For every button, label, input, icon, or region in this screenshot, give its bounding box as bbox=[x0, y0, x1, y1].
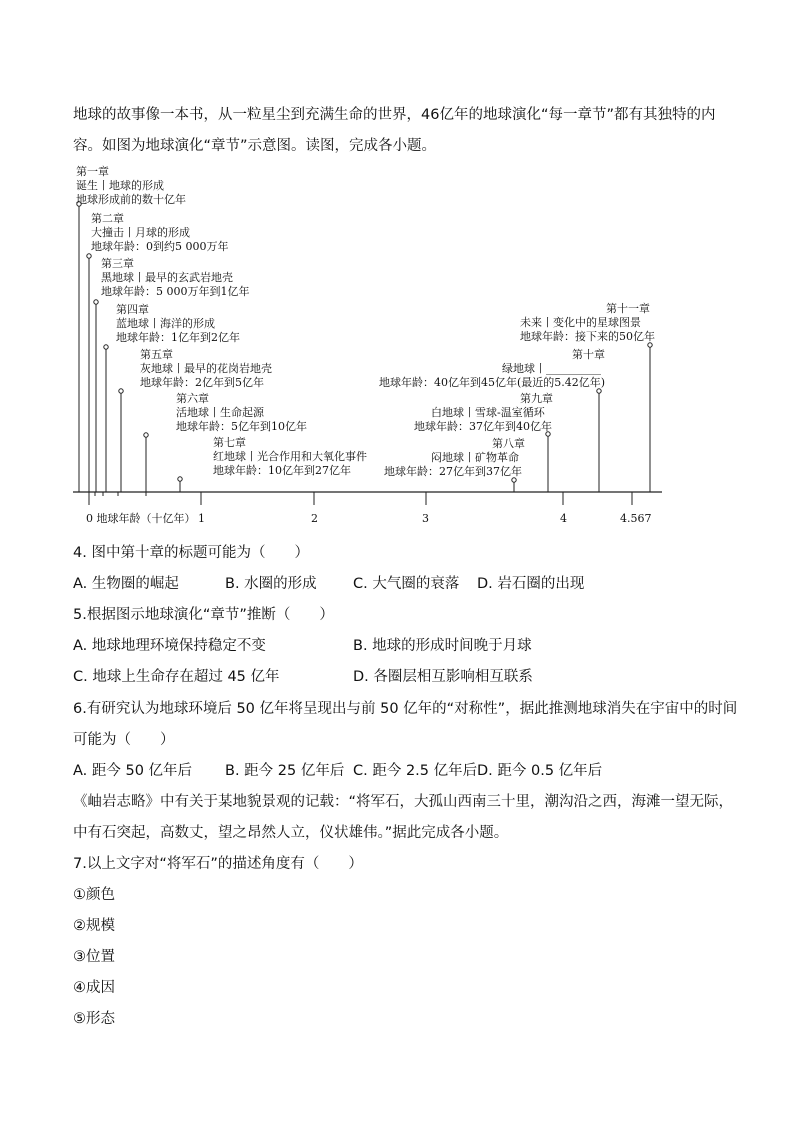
chapter-6-age: 地球年龄：5亿年到10亿年 bbox=[176, 420, 307, 433]
chapter-11-age: 地球年龄：接下来的50亿年 bbox=[520, 330, 655, 343]
axis-tick-label: 4.567 bbox=[620, 512, 652, 525]
chapter-3-title: 第三章 bbox=[101, 257, 134, 270]
chapter-1-name: 诞生丨地球的形成 bbox=[76, 179, 164, 192]
question-7-item-4[interactable]: ④成因 bbox=[73, 980, 115, 996]
axis-tick-label: 2 bbox=[311, 512, 318, 525]
chapter-1-title: 第一章 bbox=[76, 165, 109, 178]
chapter-8-age: 地球年龄：27亿年到37亿年 bbox=[384, 465, 522, 478]
question-5-option-a[interactable]: A. 地球地理环境保持稳定不变 bbox=[73, 638, 266, 654]
chapter-4-title: 第四章 bbox=[116, 303, 149, 316]
earth-evolution-timeline-figure bbox=[70, 162, 670, 532]
chapter-10-title: 第十章 bbox=[572, 348, 605, 361]
intro-line-1: 地球的故事像一本书，从一粒星尘到充满生命的世界，46亿年的地球演化“每一章节”都有其独特的内 bbox=[73, 107, 716, 123]
question-5-stem: 5.根据图示地球演化“章节”推断（ ） bbox=[73, 607, 334, 623]
question-6-option-d[interactable]: D. 距今 0.5 亿年后 bbox=[477, 763, 603, 779]
passage-line-2: 中有石突起，高数丈，望之昂然人立，仪状雄伟。”据此完成各小题。 bbox=[73, 825, 509, 841]
chapter-9-name: 白地球丨雪球-温室循环 bbox=[431, 406, 545, 419]
axis-tick-label: 3 bbox=[422, 512, 429, 525]
question-4-option-b[interactable]: B. 水圈的形成 bbox=[225, 576, 317, 592]
question-6-stem-line-2: 可能为（ ） bbox=[73, 732, 175, 748]
chapter-8-name: 闷地球丨矿物革命 bbox=[431, 451, 519, 464]
question-7-item-1[interactable]: ①颜色 bbox=[73, 887, 115, 903]
question-5-option-b[interactable]: B. 地球的形成时间晚于月球 bbox=[353, 638, 532, 654]
chapter-10-name: 绿地球丨__________ bbox=[502, 362, 601, 375]
question-7-item-3[interactable]: ③位置 bbox=[73, 949, 115, 965]
axis-tick-label: 4 bbox=[560, 512, 567, 525]
chapter-4-name: 蓝地球丨海洋的形成 bbox=[116, 317, 215, 330]
chapter-7-name: 红地球丨光合作用和大氧化事件 bbox=[213, 450, 367, 463]
question-5-option-d[interactable]: D. 各圈层相互影响相互联系 bbox=[353, 669, 533, 685]
chapter-5-age: 地球年龄：2亿年到5亿年 bbox=[140, 376, 264, 389]
axis-tick-label: 1 bbox=[198, 512, 205, 525]
question-4-option-c[interactable]: C. 大气圈的衰落 bbox=[353, 576, 460, 592]
question-6-option-a[interactable]: A. 距今 50 亿年后 bbox=[73, 763, 193, 779]
chapter-2-age: 地球年龄：0到约5 000万年 bbox=[91, 240, 229, 253]
chapter-4-age: 地球年龄：1亿年到2亿年 bbox=[116, 331, 240, 344]
chapter-2-title: 第二章 bbox=[91, 212, 124, 225]
chapter-1-age: 地球形成前的数十亿年 bbox=[76, 193, 186, 206]
chapter-8-title: 第八章 bbox=[492, 437, 525, 450]
axis-label: 0 地球年龄（十亿年） bbox=[86, 512, 196, 525]
chapter-7-age: 地球年龄：10亿年到27亿年 bbox=[213, 464, 351, 477]
question-6-option-c[interactable]: C. 距今 2.5 亿年后 bbox=[353, 763, 478, 779]
question-7-item-5[interactable]: ⑤形态 bbox=[73, 1011, 115, 1027]
question-4-option-d[interactable]: D. 岩石圈的出现 bbox=[477, 576, 585, 592]
question-7-stem: 7.以上文字对“将军石”的描述角度有（ ） bbox=[73, 856, 363, 872]
question-7-item-2[interactable]: ②规模 bbox=[73, 918, 115, 934]
chapter-9-age: 地球年龄：37亿年到40亿年 bbox=[414, 420, 552, 433]
chapter-5-title: 第五章 bbox=[140, 348, 173, 361]
question-5-option-c[interactable]: C. 地球上生命存在超过 45 亿年 bbox=[73, 669, 280, 685]
question-4-option-a[interactable]: A. 生物圈的崛起 bbox=[73, 576, 179, 592]
intro-line-2: 容。如图为地球演化“章节”示意图。读图，完成各小题。 bbox=[73, 138, 437, 154]
chapter-3-age: 地球年龄：5 000万年到1亿年 bbox=[101, 285, 250, 298]
chapter-5-name: 灰地球丨最早的花岗岩地壳 bbox=[140, 362, 272, 375]
question-6-option-b[interactable]: B. 距今 25 亿年后 bbox=[225, 763, 345, 779]
chapter-6-name: 活地球丨生命起源 bbox=[176, 406, 264, 419]
chapter-2-name: 大撞击丨月球的形成 bbox=[91, 226, 190, 239]
chapter-9-title: 第九章 bbox=[520, 392, 553, 405]
chapter-7-title: 第七章 bbox=[213, 436, 246, 449]
chapter-3-name: 黑地球丨最早的玄武岩地壳 bbox=[101, 271, 233, 284]
chapter-10-age: 地球年龄：40亿年到45亿年(最近的5.42亿年) bbox=[379, 376, 606, 389]
passage-line-1: 《岫岩志略》中有关于某地貌景观的记载：“将军石，大孤山西南三十里，潮沟沿之西，海滩一望无际， bbox=[73, 794, 734, 810]
chapter-11-title: 第十一章 bbox=[606, 302, 650, 315]
chapter-11-name: 未来丨变化中的星球图景 bbox=[520, 316, 641, 329]
chapter-6-title: 第六章 bbox=[176, 392, 209, 405]
question-6-stem-line-1: 6.有研究认为地球环境后 50 亿年将呈现出与前 50 亿年的“对称性”，据此推测地球消失在宇宙中的时间 bbox=[73, 701, 738, 717]
question-4-stem: 4. 图中第十章的标题可能为（ ） bbox=[73, 545, 309, 561]
